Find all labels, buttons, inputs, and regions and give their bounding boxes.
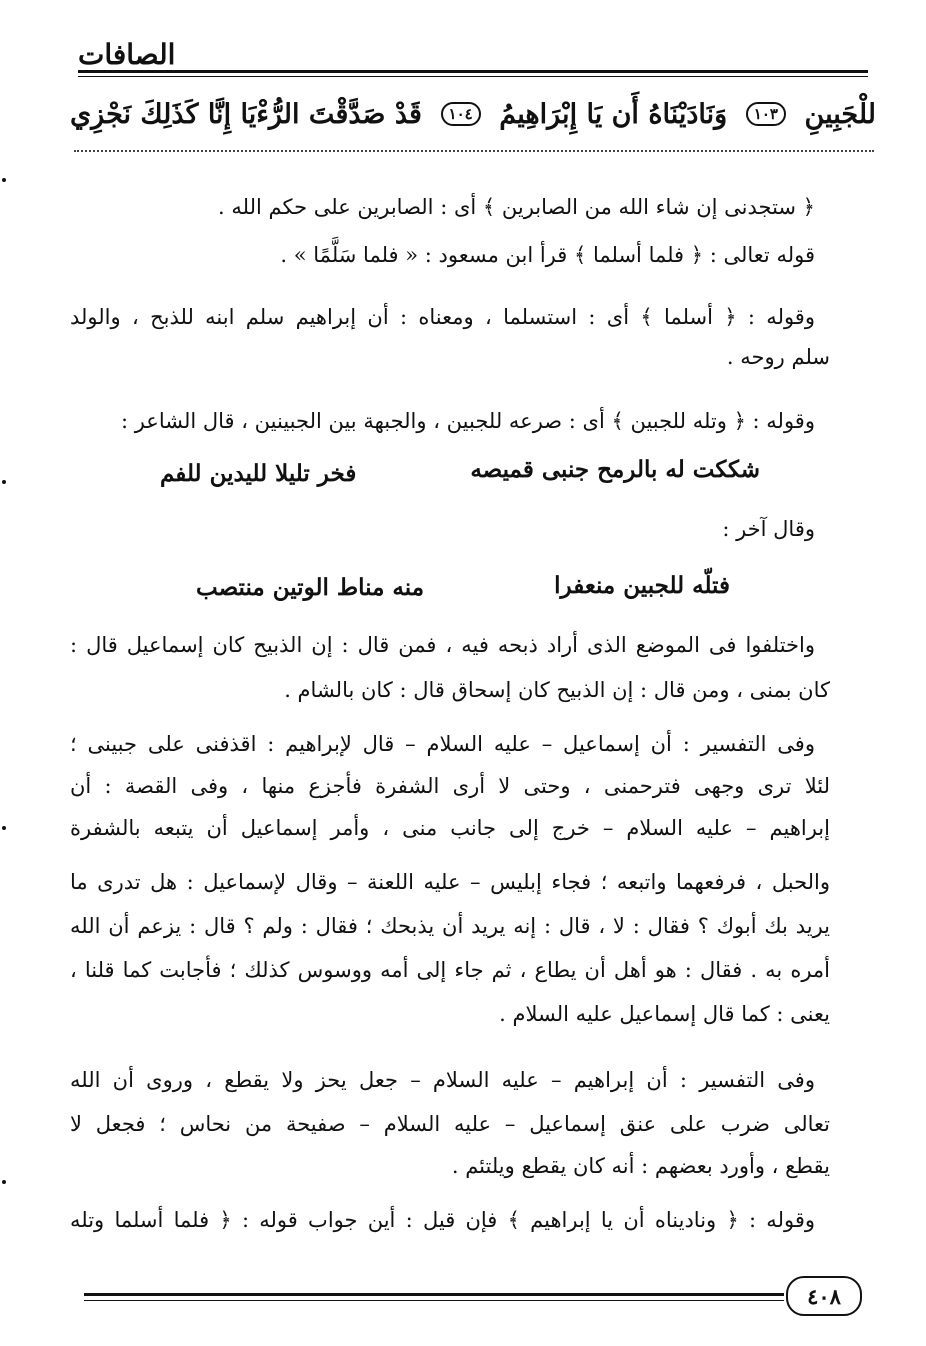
text-line: قوله تعالى : ﴿ فلما أسلما ﴾ قرأ ابن مسعود : « فلما سَلَّمًا » .: [280, 243, 815, 267]
scan-margin-mark: [2, 178, 6, 182]
text-line: إبراهيم – عليه السلام – خرج إلى جانب منى ، وأمر إسماعيل أن يتبعه بالشفرة: [70, 816, 830, 840]
text-line: أمره به . فقال : هو أهل أن يطاع ، ثم جاء إلى أمه ووسوس كذلك ؛ فأجابت كما قلنا ،: [70, 958, 830, 982]
ayah-number-marker: ١٠٣: [746, 102, 786, 126]
text-line: والحبل ، فرفعهما واتبعه ؛ فجاء إبليس – عليه اللعنة – وقال لإسماعيل : هل تدرى ما: [70, 870, 830, 894]
scan-margin-mark: [2, 826, 6, 830]
text-line: سلم روحه .: [726, 345, 830, 369]
text-line: يعنى : كما قال إسماعيل عليه السلام .: [499, 1002, 830, 1026]
verse-segment-3: قَدْ صَدَّقْتَ الرُّءْيَا إِنَّا كَذَلِكَ نَجْزِي: [70, 98, 422, 130]
poem-hemistich-right: شككت له بالرمح جنبى قميصه: [470, 456, 760, 483]
text-line: لئلا ترى وجهى فترحمنى ، وحتى لا أرى الشفرة فأجزع منها ، وفى القصة : أن: [70, 774, 830, 798]
text-line: وقال آخر :: [722, 517, 815, 541]
poem-hemistich-right: فتلّه للجبين منعفرا: [554, 572, 730, 599]
poem-hemistich-left: فخر تليلا لليدين للفم: [160, 460, 357, 487]
footer-rule-thin: [84, 1300, 784, 1301]
text-line: وقوله : ﴿ وناديناه أن يا إبراهيم ﴾ فإن قيل : أين جواب قوله : ﴿ فلما أسلما وتله: [70, 1208, 815, 1232]
page-number: ٤٠٨: [786, 1276, 862, 1316]
scan-margin-mark: [2, 480, 6, 484]
text-line: يقطع ، وأورد بعضهم : أنه كان يقطع ويلتئم .: [451, 1154, 830, 1178]
verse-segment-2: وَنَادَيْنَاهُ أَن يَا إِبْرَاهِيمُ: [499, 98, 728, 130]
poem-hemistich-left: منه مناط الوتين منتصب: [196, 574, 425, 601]
text-line: واختلفوا فى الموضع الذى أراد ذبحه فيه ، فمن قال : إن الذبيح كان إسماعيل قال :: [70, 633, 815, 657]
header-rule-thin: [78, 76, 868, 77]
running-header-surah-name: الصافات: [78, 38, 176, 71]
text-line: وقوله : ﴿ وتله للجبين ﴾ أى : صرعه للجبين ، والجبهة بين الجبينين ، قال الشاعر :: [120, 409, 815, 433]
ayah-number-marker: ١٠٤: [441, 102, 481, 126]
scan-margin-mark: [2, 1180, 6, 1184]
verse-segment-1: للْجَبِينِ: [804, 98, 876, 130]
text-line: تعالى ضرب على عنق إسماعيل – عليه السلام – صفيحة من نحاس ؛ فجعل لا: [70, 1112, 830, 1136]
text-line: وقوله : ﴿ أسلما ﴾ أى : استسلما ، ومعناه : أن إبراهيم سلم ابنه للذبح ، والولد: [70, 305, 815, 329]
text-line: ﴿ ستجدنى إن شاء الله من الصابرين ﴾ أى : الصابرين على حكم الله .: [218, 195, 815, 219]
header-dotted-divider: [74, 150, 874, 152]
text-line: يريد بك أبوك ؟ فقال : لا ، قال : إنه يريد أن يذبحك ؛ فقال : ولم ؟ قال : يزعم أن الله: [70, 914, 830, 938]
header-rule-thick: [78, 70, 868, 73]
text-line: كان بمنى ، ومن قال : إن الذبيح كان إسحاق قال : كان بالشام .: [284, 678, 830, 702]
text-line: وفى التفسير : أن إبراهيم – عليه السلام – جعل يحز ولا يقطع ، وروى أن الله: [70, 1068, 815, 1092]
text-line: وفى التفسير : أن إسماعيل – عليه السلام – قال لإبراهيم : اقذفنى على جبينى ؛: [70, 732, 815, 756]
quran-verse-header: [70, 86, 876, 142]
footer-rule-thick: [84, 1293, 784, 1296]
